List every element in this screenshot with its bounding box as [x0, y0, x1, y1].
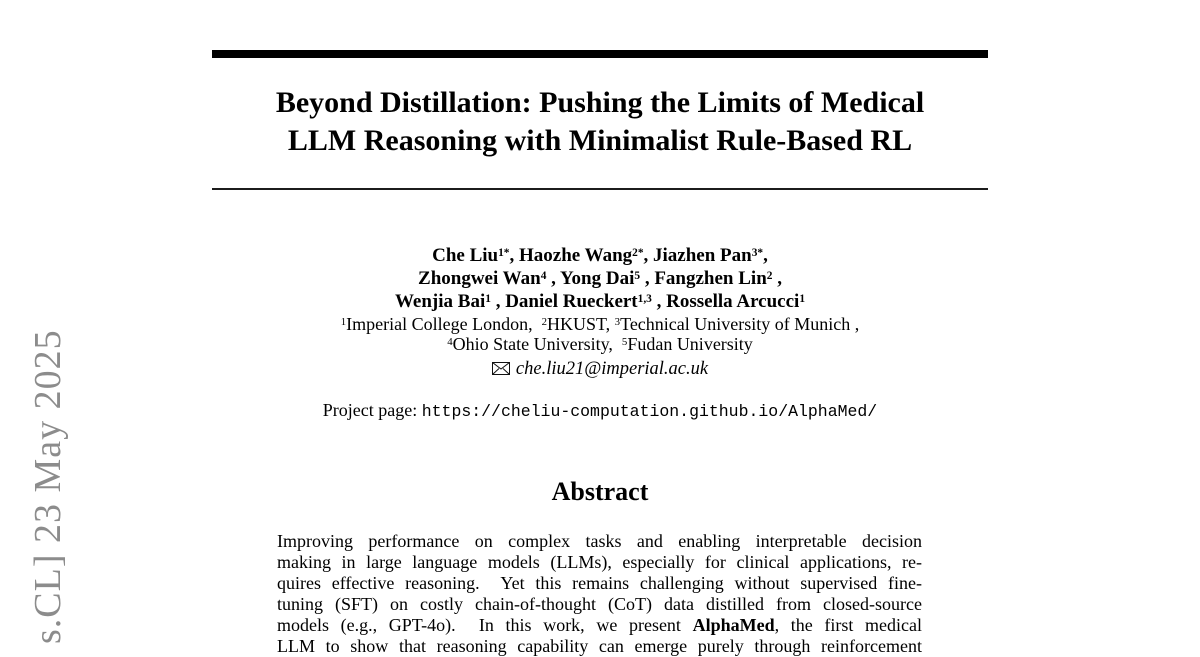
title-rule — [212, 188, 988, 190]
affiliation-block — [0, 314, 1200, 354]
title-line-2: LLM Reasoning with Minimalist Rule-Based RL — [287, 124, 913, 157]
author-block — [0, 244, 1200, 313]
project-page-line — [0, 400, 1200, 421]
abstract-line: LLM to show that reasoning capability can emerge purely through reinforcement — [277, 636, 922, 656]
project-page-url[interactable]: https://cheliu-computation.github.io/AlphaMed/ — [421, 402, 878, 421]
abstract-line: quires effective reasoning. Yet this remains challenging without supervised fine- — [277, 573, 922, 593]
abstract-line: Improving performance on complex tasks and enabling interpretable decision — [277, 531, 922, 551]
top-rule — [212, 50, 988, 58]
email-address[interactable]: che.liu21@imperial.ac.uk — [515, 359, 709, 379]
abstract-heading: Abstract — [551, 477, 649, 506]
affiliation-line-2: $^4$Ohio State University, $^5$Fudan University — [447, 334, 753, 354]
contact-email-line — [0, 359, 1200, 380]
abstract-line: making in large language models (LLMs), especially for clinical applications, re- — [277, 552, 922, 572]
author-line-3: Wenjia Bai$^1$ , Daniel Rueckert$^{1,3}$ , Rossella Arcucci$^1$ — [394, 291, 806, 312]
affiliation-line-1: $^1$Imperial College London, $^2$HKUST, $^3$Technical University of Munich , — [340, 314, 860, 334]
envelope-icon — [492, 359, 510, 380]
paper-title — [110, 84, 1090, 160]
abstract-line: tuning (SFT) on costly chain-of-thought (CoT) data distilled from closed-source — [277, 594, 922, 614]
title-line-1: Beyond Distillation: Pushing the Limits of Medical — [275, 86, 925, 119]
project-page-label: Project page: — [322, 400, 422, 420]
abstract-text — [277, 531, 922, 657]
author-line-2: Zhongwei Wan$^4$ , Yong Dai$^5$ , Fangzhen Lin$^2$ , — [418, 268, 782, 289]
abstract-line: models (e.g., GPT-4o). In this work, we present AlphaMed, the first medical — [277, 615, 922, 635]
author-line-1: Che Liu$^{1*}$, Haozhe Wang$^{2*}$, Jiazhen Pan$^{3*}$, — [432, 245, 768, 266]
arxiv-watermark: s.CL] 23 May 2025 — [27, 329, 69, 644]
